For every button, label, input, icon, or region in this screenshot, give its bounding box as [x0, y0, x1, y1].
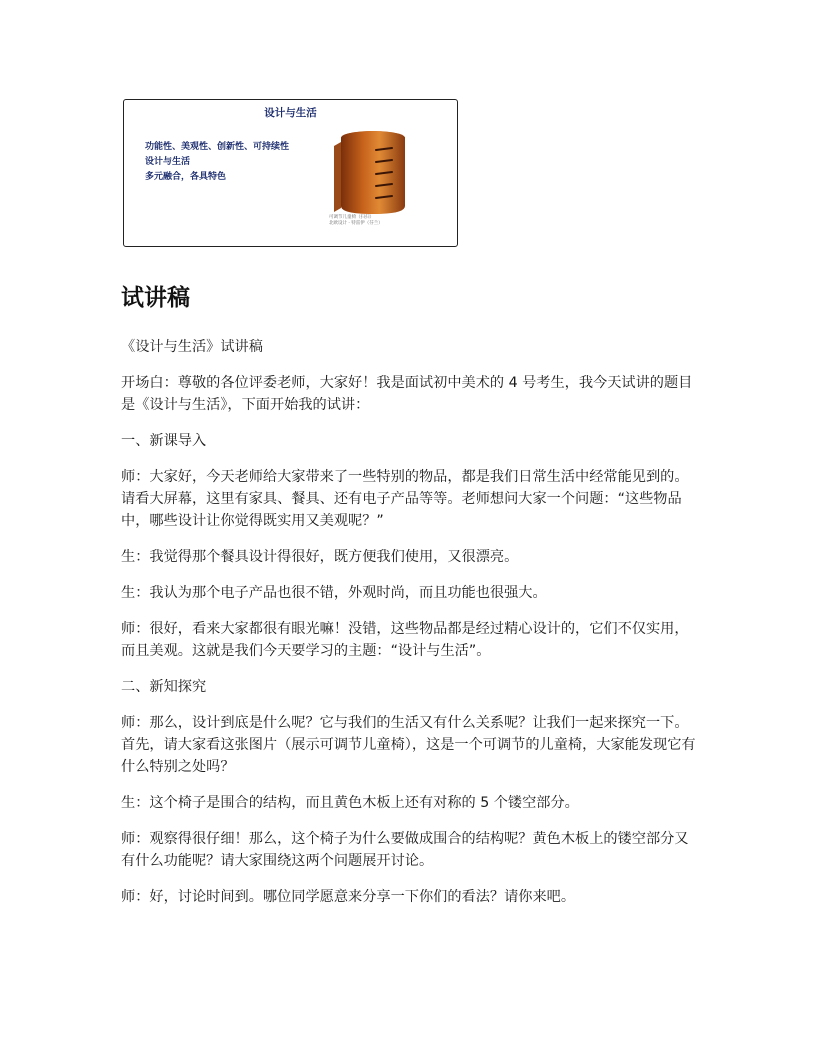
- slide-thumbnail: [123, 99, 458, 247]
- paragraph: 师：观察得很仔细！那么，这个椅子为什么要做成围合的结构呢？黄色木板上的镂空部分又有什么功能呢？请大家围绕这两个问题展开讨论。: [121, 831, 689, 869]
- chair-caption: 可调节儿童椅（扫扫） 北欧设计 · 特雷伊（芬兰）: [329, 215, 383, 226]
- slide-line: 多元融合，各具特色: [145, 172, 227, 182]
- slide-line: 设计与生活: [145, 157, 191, 167]
- paragraph: 开场白：尊敬的各位评委老师，大家好！我是面试初中美术的 4 号考生，我今天试讲的题目是《设计与生活》，下面开始我的试讲：: [121, 375, 693, 413]
- slide-line: 功能性、美观性、创新性、可持续性: [145, 142, 290, 152]
- document-title: 试讲稿: [121, 285, 190, 311]
- paragraph: 师：大家好，今天老师给大家带来了一些特别的物品，都是我们日常生活中经常能见到的。请看大屏幕，这里有家具、餐具、还有电子产品等等。老师想问大家一个问题：“这些物品中，哪些设计让你觉得既实用又美观呢？”: [121, 469, 689, 529]
- paragraph: 生：这个椅子是围合的结构，而且黄色木板上还有对称的 5 个镂空部分。: [121, 795, 579, 811]
- paragraph: 生：我认为那个电子产品也很不错，外观时尚，而且功能也很强大。: [121, 585, 547, 601]
- chair-illustration: [328, 128, 414, 216]
- section-heading: 一、新课导入: [121, 433, 207, 449]
- slide-title: 设计与生活: [264, 107, 317, 119]
- paragraph: 师：好，讨论时间到。哪位同学愿意来分享一下你们的看法？请你来吧。: [121, 889, 576, 905]
- paragraph: 师：那么，设计到底是什么呢？它与我们的生活又有什么关系呢？让我们一起来探究一下。首先，请大家看这张图片（展示可调节儿童椅），这是一个可调节的儿童椅，大家能发现它有什么特别之处吗？: [121, 715, 696, 775]
- section-heading: 二、新知探究: [121, 679, 207, 695]
- slide-bullets: [145, 140, 289, 185]
- paragraph: 师：很好，看来大家都很有眼光嘛！没错，这些物品都是经过精心设计的，它们不仅实用，而且美观。这就是我们今天要学习的主题：“设计与生活”。: [121, 621, 689, 659]
- paragraph: 生：我觉得那个餐具设计得很好，既方便我们使用，又很漂亮。: [121, 549, 519, 565]
- paragraph: 《设计与生活》试讲稿: [121, 339, 263, 355]
